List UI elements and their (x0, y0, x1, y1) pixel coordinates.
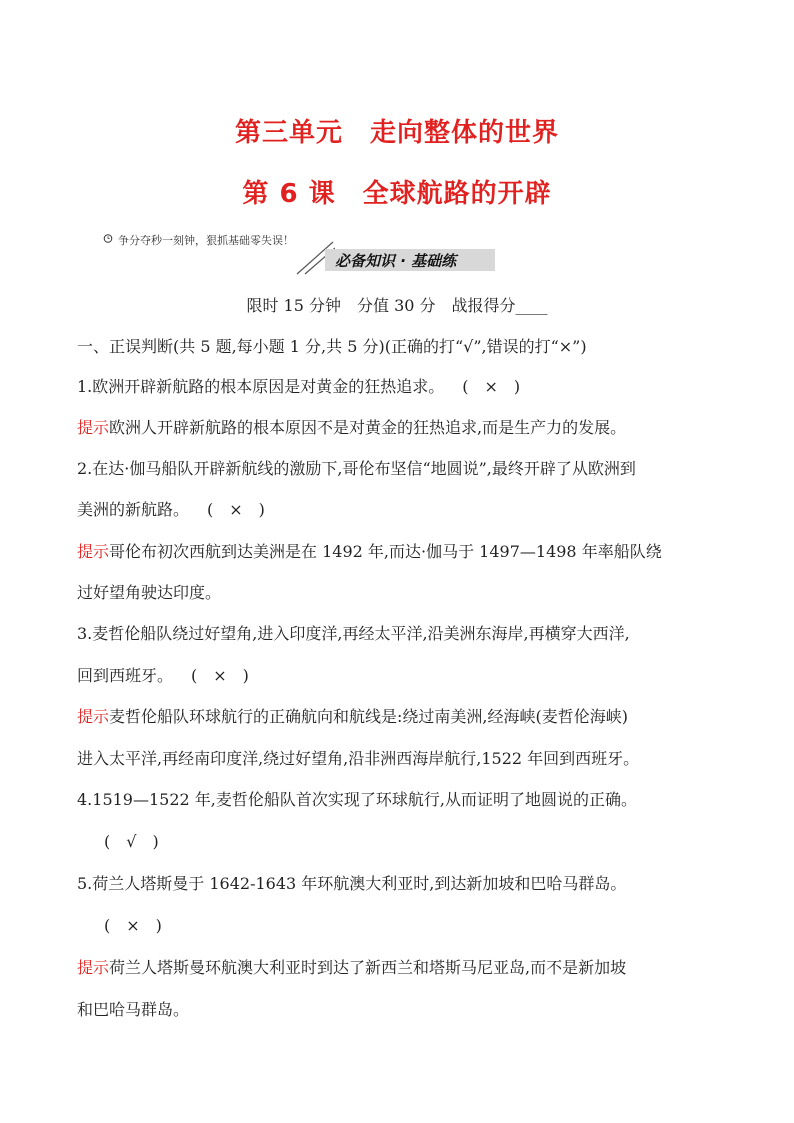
hint-1-text: 欧洲人开辟新航路的根本原因不是对黄金的狂热追求,而是生产力的发展。 (109, 418, 627, 437)
hint-2-label: 提示 (77, 542, 110, 561)
question-3-answer: ( × ) (191, 666, 249, 685)
badge-label: 必备知识 · 基础练 (335, 252, 457, 270)
hint-5-line-1 (77, 958, 626, 978)
slogan: 争分夺秒一刻钟，狠抓基础零失误！ (118, 234, 294, 247)
question-5-text: 5.荷兰人塔斯曼于 1642-1643 年环航澳大利亚时,到达新加坡和巴哈马群岛。 (77, 874, 627, 893)
hint-5-line-2: 和巴哈马群岛。 (77, 1000, 190, 1019)
question-2-line-2 (77, 500, 265, 520)
hint-2-line-2: 过好望角驶达印度。 (77, 583, 222, 602)
hint-2-text: 哥伦布初次西航到达美洲是在 1492 年,而达·伽马于 1497—1498 年率船队绕 (109, 542, 662, 561)
hint-3-line-2: 进入太平洋,再经南印度洋,绕过好望角,沿非洲西海岸航行,1522 年回到西班牙。 (77, 749, 640, 768)
question-4-text: 4.1519—1522 年,麦哲伦船队首次实现了环球航行,从而证明了地圆说的正确。 (77, 790, 637, 809)
question-1-answer: ( × ) (462, 377, 521, 396)
hint-5-text: 荷兰人塔斯曼环航澳大利亚时到达了新西兰和塔斯马尼亚岛,而不是新加坡 (109, 958, 627, 977)
section-banner (100, 232, 500, 274)
alarm-clock-icon (103, 233, 113, 243)
question-3-line-2 (77, 666, 249, 686)
question-3-text: 回到西班牙。 (77, 666, 174, 685)
question-2-answer: ( × ) (207, 500, 265, 519)
question-1-text: 1.欧洲开辟新航路的根本原因是对黄金的狂热追求。 (77, 377, 445, 396)
question-2-line-1: 2.在达·伽马船队开辟新航线的激励下,哥伦布坚信“地圆说”,最终开辟了从欧洲到 (77, 459, 636, 478)
hint-1-label: 提示 (77, 418, 110, 437)
question-3-line-1: 3.麦哲伦船队绕过好望角,进入印度洋,再经太平洋,沿美洲东海岸,再横穿大西洋, (77, 624, 630, 643)
hint-5-label: 提示 (77, 958, 110, 977)
hint-1 (77, 418, 626, 438)
question-1 (77, 377, 520, 397)
question-4-answer: ( √ ) (104, 832, 159, 851)
hint-2-line-1 (77, 542, 662, 562)
question-5-answer: ( × ) (104, 916, 162, 935)
lesson-title: 第 6 课 全球航路的开辟 (242, 179, 552, 209)
section-heading: 一、正误判断(共 5 题,每小题 1 分,共 5 分)(正确的打“√”,错误的打“×”) (77, 337, 587, 356)
hint-3-label: 提示 (77, 707, 110, 726)
hint-3-line-1 (77, 707, 628, 727)
unit-title: 第三单元 走向整体的世界 (234, 118, 559, 148)
hint-3-text: 麦哲伦船队环球航行的正确航向和航线是:绕过南美洲,经海峡(麦哲伦海峡) (109, 707, 628, 726)
question-2-text: 美洲的新航路。 (77, 500, 190, 519)
meta-line: 限时 15 分钟 分值 30 分 战报得分____ (246, 296, 548, 315)
